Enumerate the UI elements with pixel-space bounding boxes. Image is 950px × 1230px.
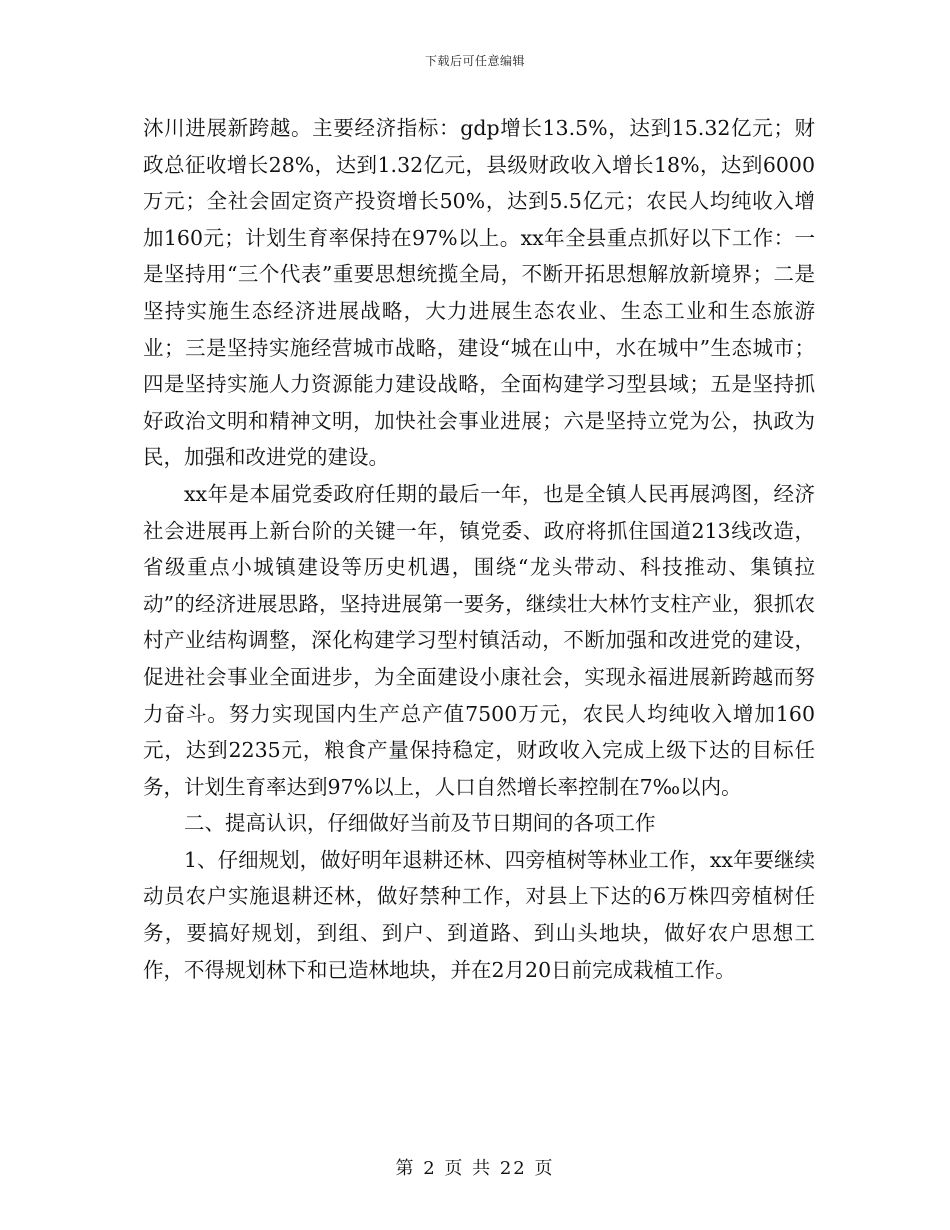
header-note: 下载后可任意编辑	[424, 54, 525, 68]
section-heading: 二、提高认识，仔细做好当前及节日期间的各项工作	[184, 811, 656, 836]
paragraph-3: 1、仔细规划，做好明年退耕还林、四旁植树等林业工作，xx年要继续动员农户实施退耕还林，做好禁种工作，对县上下达的6万株四旁植树任务，要搞好规划，到组、到户、到道路、到山头地块，做好农户思想工作，不得规划林下和已造林地块，并在2月20日前完成栽植工作。	[143, 847, 815, 982]
paragraph-1: 沐川进展新跨越。主要经济指标：gdp增长13.5%，达到15.32亿元；财政总征收增长28%，达到1.32亿元，县级财政收入增长18%，达到6000万元；全社会固定资产投资增长50%，达到5.5亿元；农民人均纯收入增加160元；计划生育率保持在97%以上。xx年全县重点抓好以下工作：一是坚持用“三个代表”重要思想统揽全局，不断开拓思想解放新境界；二是坚持实施生态经济进展战略，大力进展生态农业、生态工业和生态旅游业；三是坚持实施经营城市战略，建设“城在山中，水在城中”生态城市；四是坚持实施人力资源能力建设战略，全面构建学习型县域；五是坚持抓好政治文明和精神文明，加快社会事业进展；六是坚持立党为公，执政为民，加强和改进党的建设。	[143, 116, 815, 470]
paragraph-2: xx年是本届党委政府任期的最后一年，也是全镇人民再展鸿图，经济社会进展再上新台阶的关键一年，镇党委、政府将抓住国道213线改造，省级重点小城镇建设等历史机遇，围绕“龙头带动、科技推动、集镇拉动”的经济进展思路，坚持进展第一要务，继续壮大林竹支柱产业，狠抓农村产业结构调整，深化构建学习型村镇活动，不断加强和改进党的建设，促进社会事业全面进步，为全面建设小康社会，实现永福进展新跨越而努力奋斗。努力实现国内生产总产值7500万元，农民人均纯收入增加160元，达到2235元，粮食产量保持稳定，财政收入完成上级下达的目标任务，计划生育率达到97%以上，人口自然增长率控制在7‰以内。	[143, 481, 815, 799]
document-body	[143, 110, 815, 988]
page-number-label: 第 2 页 共 22 页	[395, 1158, 555, 1179]
page-header	[0, 52, 950, 69]
page-footer	[0, 1154, 950, 1180]
